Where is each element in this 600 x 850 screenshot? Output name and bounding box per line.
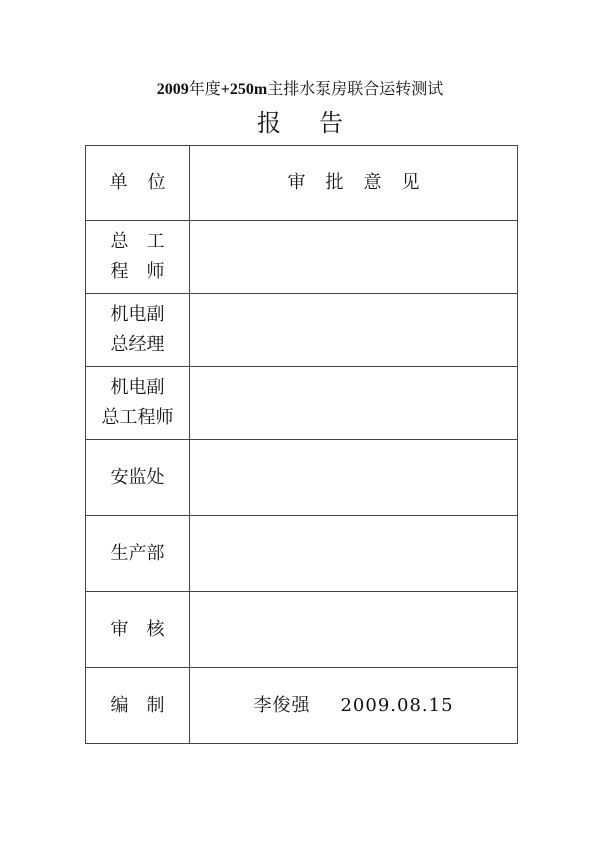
title-subject: 主排水泵房联合运转测试 <box>267 79 444 98</box>
table-header-row <box>86 146 518 221</box>
opinion-cell-safety[interactable] <box>190 440 518 516</box>
label-line: 总工程师 <box>101 407 174 428</box>
row-label-review: 审核 <box>86 592 190 668</box>
label-line: 机电副 <box>110 304 165 325</box>
row-label-production: 生产部 <box>86 516 190 592</box>
compile-cell <box>190 668 518 744</box>
opinion-header: 审批意见 <box>190 146 518 221</box>
row-label-safety: 安监处 <box>86 440 190 516</box>
opinion-cell-deputy-gm[interactable] <box>190 294 518 367</box>
title-elevation: +250m <box>220 81 268 98</box>
compiler-name: 李俊强 <box>253 694 311 716</box>
table-row <box>86 440 518 516</box>
table-row <box>86 592 518 668</box>
label-line: 总工 <box>110 231 183 252</box>
label-line: 总经理 <box>110 334 165 355</box>
table-row <box>86 221 518 294</box>
opinion-cell-production[interactable] <box>190 516 518 592</box>
compile-date: 2009.08.15 <box>340 694 454 716</box>
document-title <box>0 79 600 100</box>
row-label-compile: 编制 <box>86 668 190 744</box>
opinion-cell-chief-engineer[interactable] <box>190 221 518 294</box>
opinion-cell-deputy-chief-engineer[interactable] <box>190 367 518 440</box>
label-line: 程师 <box>110 261 183 282</box>
row-label-chief-engineer <box>86 221 190 294</box>
document-subtitle: 报告 <box>257 109 381 137</box>
row-label-deputy-chief-engineer <box>86 367 190 440</box>
table-row <box>86 668 518 744</box>
unit-header: 单位 <box>86 146 190 221</box>
table-row <box>86 294 518 367</box>
table-row <box>86 516 518 592</box>
title-year-suffix: 年度 <box>188 79 221 98</box>
row-label-deputy-gm <box>86 294 190 367</box>
title-year: 2009 <box>156 81 189 98</box>
table-row <box>86 367 518 440</box>
label-line: 机电副 <box>110 377 165 398</box>
opinion-cell-review[interactable] <box>190 592 518 668</box>
approval-table <box>85 145 518 744</box>
